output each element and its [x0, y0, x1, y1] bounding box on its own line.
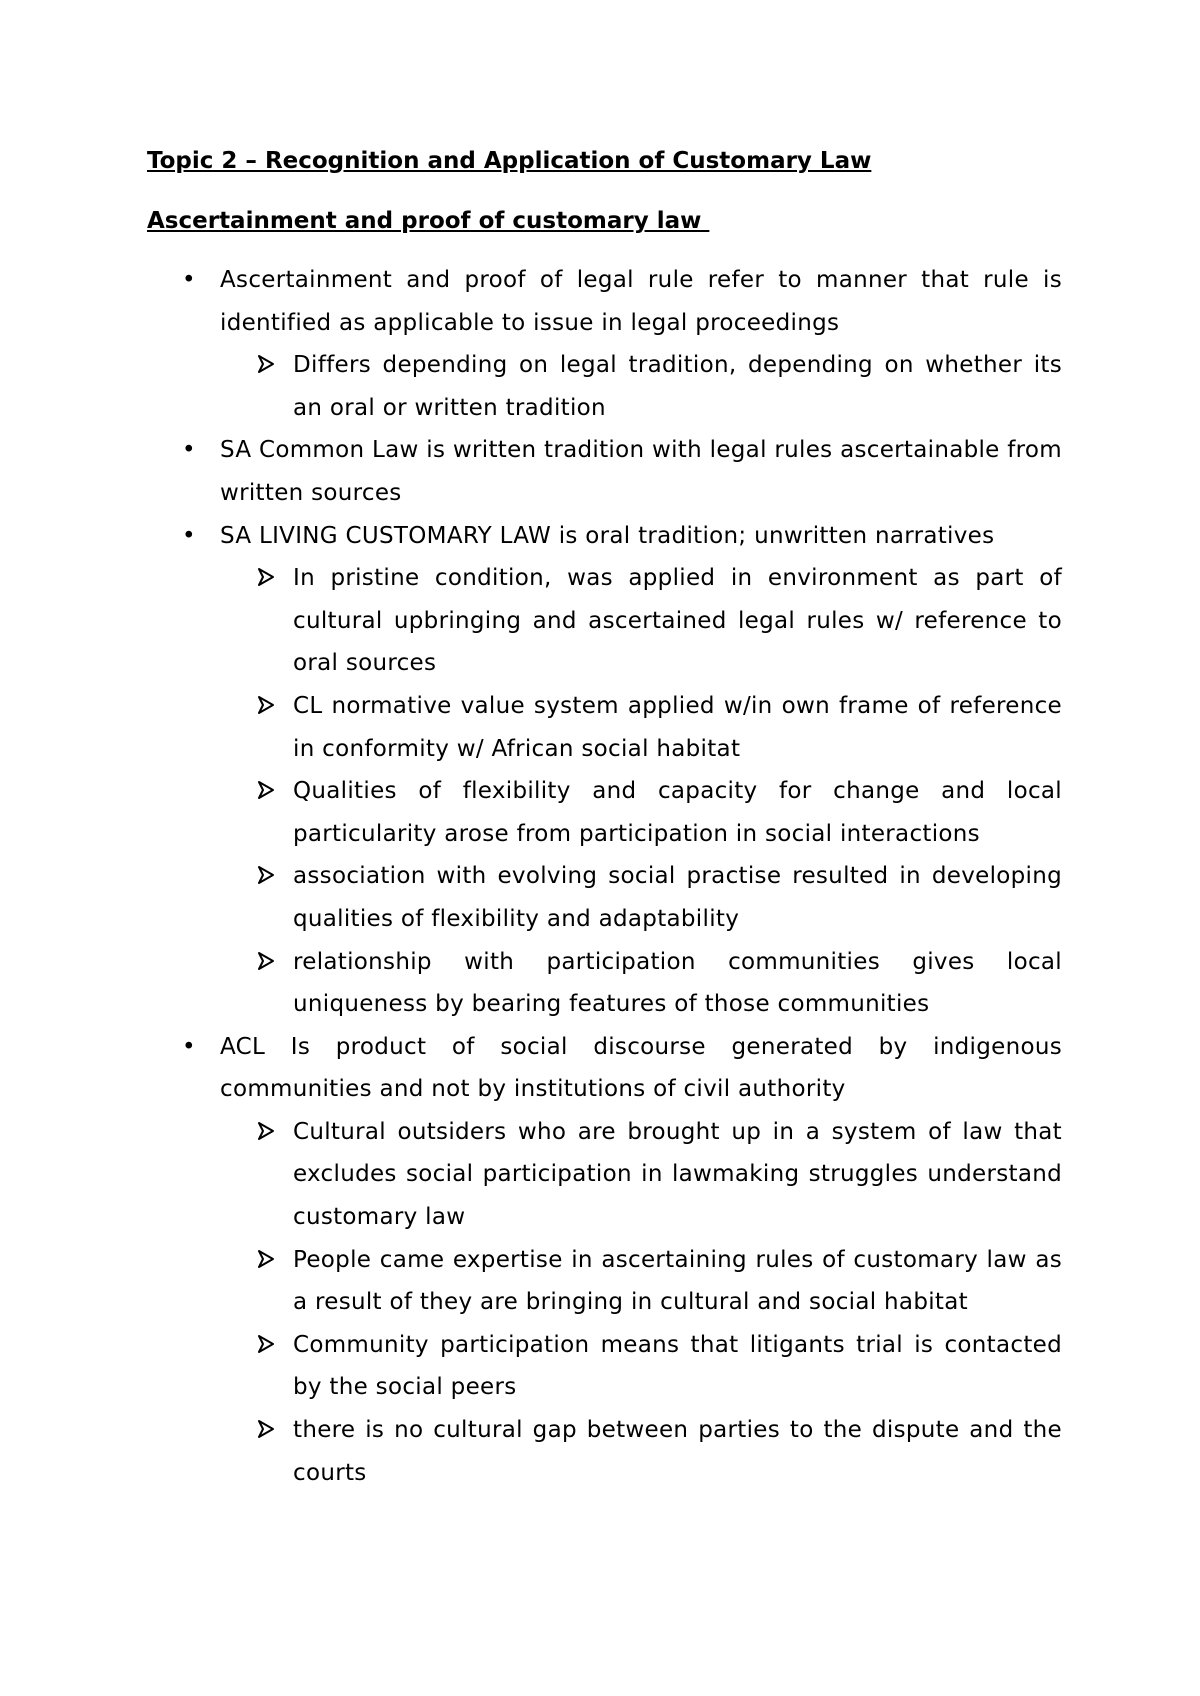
sub-item [220, 1111, 1062, 1239]
sub-text: In pristine condition, was applied in environment as part of cultural upbringing and ascertained legal rules w/ reference to oral sources [293, 565, 1062, 677]
sub-item [220, 941, 1062, 1026]
sub-item [220, 770, 1062, 855]
bullet-item [147, 429, 1062, 514]
sub-text: association with evolving social practise resulted in developing qualities of flexibility and adaptability [293, 863, 1062, 932]
arrow-bullet-icon [257, 855, 279, 897]
sub-text: Qualities of flexibility and capacity for change and local particularity arose from participation in social interactions [293, 778, 1062, 847]
section-heading: Ascertainment and proof of customary law [147, 208, 710, 234]
sub-item [220, 1324, 1062, 1409]
sub-item [220, 855, 1062, 940]
sub-item [220, 1409, 1062, 1494]
bullet-text: Ascertainment and proof of legal rule refer to manner that rule is identified as applicable to issue in legal proceedings [220, 267, 1062, 336]
arrow-bullet-icon [257, 770, 279, 812]
sub-item [220, 685, 1062, 770]
sub-text: Differs depending on legal tradition, depending on whether its an oral or written tradition [293, 352, 1062, 421]
sub-list [220, 1111, 1062, 1494]
arrow-bullet-icon [257, 344, 279, 386]
arrow-bullet-icon [257, 941, 279, 983]
sub-text: People came expertise in ascertaining rules of customary law as a result of they are bringing in cultural and social habitat [293, 1246, 1062, 1316]
bullet-icon: • [182, 522, 196, 549]
bullet-text: SA Common Law is written tradition with legal rules ascertainable from written sources [220, 437, 1062, 506]
sub-text: Community participation means that litigants trial is contacted by the social peers [293, 1331, 1062, 1401]
sub-text: Cultural outsiders who are brought up in a system of law that excludes social participation in lawmaking struggles understand customary law [293, 1118, 1062, 1231]
bullet-text: SA LIVING CUSTOMARY LAW is oral tradition; unwritten narratives [220, 522, 995, 549]
sub-list [220, 557, 1062, 1026]
topic-title: Topic 2 – Recognition and Application of Customary Law [147, 148, 872, 174]
bullet-item [147, 1026, 1062, 1495]
arrow-bullet-icon [257, 1409, 279, 1451]
sub-text: relationship with participation communities gives local uniqueness by bearing features of those communities [293, 948, 1062, 1018]
bullet-icon: • [182, 267, 196, 293]
bullet-list [147, 259, 1062, 1494]
document-content [147, 140, 1062, 1494]
sub-text: CL normative value system applied w/in own frame of reference in conformity w/ African social habitat [293, 692, 1062, 762]
arrow-bullet-icon [257, 557, 279, 599]
arrow-bullet-icon [257, 1111, 279, 1153]
sub-text: there is no cultural gap between parties to the dispute and the courts [293, 1417, 1062, 1486]
arrow-bullet-icon [257, 685, 279, 727]
sub-list [220, 344, 1062, 429]
sub-item [220, 557, 1062, 685]
bullet-icon: • [182, 437, 196, 464]
arrow-bullet-icon [257, 1239, 279, 1281]
bullet-text: ACL Is product of social discourse generated by indigenous communities and not by institutions of civil authority [220, 1033, 1062, 1103]
bullet-item [147, 515, 1062, 1026]
bullet-item [147, 259, 1062, 429]
sub-item [220, 1239, 1062, 1324]
bullet-icon: • [182, 1033, 196, 1060]
sub-item [220, 344, 1062, 429]
arrow-bullet-icon [257, 1324, 279, 1366]
